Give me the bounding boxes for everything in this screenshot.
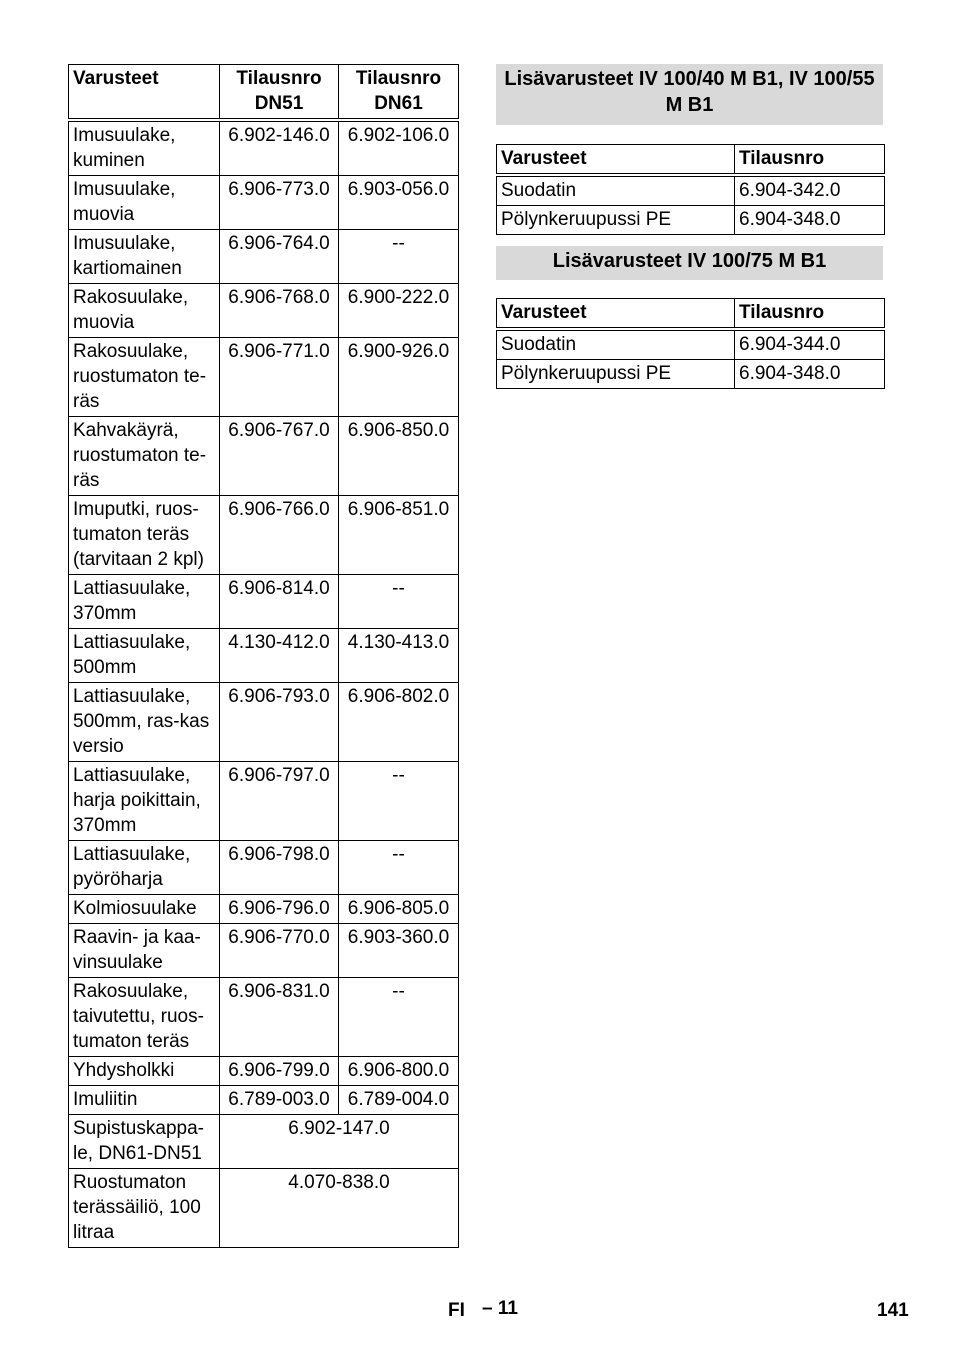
header-accessories: Varusteet [497,145,735,176]
header-order-dn61: Tilausnro DN61 [339,65,459,121]
order-number-dn61: 4.130-413.0 [339,629,459,683]
table-row [69,1057,459,1086]
order-number-dn61: 6.903-360.0 [339,924,459,978]
order-number-dn61: 6.789-004.0 [339,1086,459,1115]
table-row [69,924,459,978]
order-number-dn51: 4.130-412.0 [220,629,339,683]
item-name: Kahvakäyrä, ruostumaton te-räs [69,417,220,496]
table-header-row [69,65,459,121]
section-title-iv100-75: Lisävarusteet IV 100/75 M B1 [496,246,883,280]
footer-page-code: – 11 [482,1298,518,1319]
header-order-dn51: Tilausnro DN51 [220,65,339,121]
order-number-dn51: 6.906-796.0 [220,895,339,924]
table-row [69,1169,459,1248]
item-name: Lattiasuulake, pyöröharja [69,841,220,895]
item-name: Rakosuulake, muovia [69,284,220,338]
order-number-dn51: 6.906-797.0 [220,762,339,841]
accessories-table [68,64,459,1248]
item-name: Lattiasuulake, 370mm [69,575,220,629]
item-name: Imuputki, ruos-tumaton teräs (tarvitaan 2 kpl) [69,496,220,575]
order-number-dn51: 6.906-771.0 [220,338,339,417]
order-number-dn61: -- [339,575,459,629]
table-row [69,575,459,629]
item-name: Lattiasuulake, 500mm, ras-kas versio [69,683,220,762]
header-accessories: Varusteet [69,65,220,121]
order-number-dn51: 6.906-793.0 [220,683,339,762]
table-row [69,284,459,338]
order-number-shared: 4.070-838.0 [220,1169,459,1248]
table-header-row [497,299,885,330]
order-number: 6.904-348.0 [735,206,885,235]
table-row [69,338,459,417]
order-number-dn61: -- [339,762,459,841]
order-number-dn61: -- [339,978,459,1057]
item-name: Lattiasuulake, 500mm [69,629,220,683]
table-header-row [497,145,885,176]
table-row [69,417,459,496]
table-row [69,230,459,284]
order-number-dn51: 6.906-814.0 [220,575,339,629]
table-row [69,176,459,230]
item-name: Imusuulake, muovia [69,176,220,230]
section-title-iv100-40-55: Lisävarusteet IV 100/40 M B1, IV 100/55 M B1 [496,64,883,125]
table-row [69,120,459,176]
item-name: Raavin- ja kaa-vinsuulake [69,924,220,978]
table-row [69,496,459,575]
item-name: Kolmiosuulake [69,895,220,924]
order-number-dn61: 6.906-850.0 [339,417,459,496]
item-name: Suodatin [497,175,735,206]
table-row [497,206,885,235]
item-name: Imusuulake, kuminen [69,120,220,176]
header-accessories: Varusteet [497,299,735,330]
order-number-dn51: 6.906-773.0 [220,176,339,230]
order-number-dn61: -- [339,230,459,284]
order-number-dn51: 6.906-764.0 [220,230,339,284]
item-name: Suodatin [497,329,735,360]
order-number-dn51: 6.906-799.0 [220,1057,339,1086]
order-number-dn61: 6.906-851.0 [339,496,459,575]
item-name: Pölynkeruupussi PE [497,360,735,389]
order-number-dn61: 6.906-802.0 [339,683,459,762]
order-number-dn51: 6.906-766.0 [220,496,339,575]
table-row [497,175,885,206]
table-row [69,683,459,762]
order-number-dn61: 6.900-926.0 [339,338,459,417]
footer-page-number: 141 [877,1300,909,1321]
item-name: Imusuulake, kartiomainen [69,230,220,284]
table-row [69,978,459,1057]
table-row [497,360,885,389]
header-order-number: Tilausnro [735,299,885,330]
table-row [69,1115,459,1169]
order-number-dn51: 6.906-768.0 [220,284,339,338]
order-number-dn51: 6.906-798.0 [220,841,339,895]
order-number-dn51: 6.906-770.0 [220,924,339,978]
order-number-dn51: 6.906-767.0 [220,417,339,496]
item-name: Rakosuulake, ruostumaton te-räs [69,338,220,417]
order-number-dn51: 6.902-146.0 [220,120,339,176]
order-number-dn61: 6.902-106.0 [339,120,459,176]
order-number-dn51: 6.789-003.0 [220,1086,339,1115]
order-number-shared: 6.902-147.0 [220,1115,459,1169]
table-row [69,841,459,895]
order-number-dn61: -- [339,841,459,895]
table-row [69,895,459,924]
item-name: Ruostumaton terässäiliö, 100 litraa [69,1169,220,1248]
order-number: 6.904-348.0 [735,360,885,389]
item-name: Pölynkeruupussi PE [497,206,735,235]
item-name: Lattiasuulake, harja poikittain, 370mm [69,762,220,841]
table-row [497,329,885,360]
table-row [69,629,459,683]
order-number-dn61: 6.903-056.0 [339,176,459,230]
header-order-number: Tilausnro [735,145,885,176]
order-number-dn61: 6.900-222.0 [339,284,459,338]
footer-language: FI [448,1300,465,1321]
table-row [69,762,459,841]
item-name: Supistuskappa-le, DN61-DN51 [69,1115,220,1169]
order-number-dn51: 6.906-831.0 [220,978,339,1057]
item-name: Yhdysholkki [69,1057,220,1086]
order-number-dn61: 6.906-805.0 [339,895,459,924]
table-row [69,1086,459,1115]
accessories-table-iv100-40-55 [496,144,885,235]
item-name: Rakosuulake, taivutettu, ruos-tumaton teräs [69,978,220,1057]
order-number: 6.904-344.0 [735,329,885,360]
accessories-table-iv100-75 [496,298,885,389]
item-name: Imuliitin [69,1086,220,1115]
order-number: 6.904-342.0 [735,175,885,206]
order-number-dn61: 6.906-800.0 [339,1057,459,1086]
